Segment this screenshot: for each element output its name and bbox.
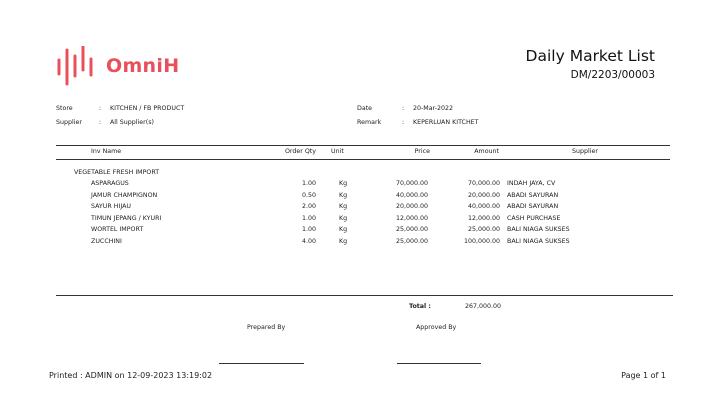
brand-name: OmniH: [106, 55, 180, 77]
group-title: VEGETABLE FRESH IMPORT: [74, 169, 160, 176]
row-unit: Kg: [339, 191, 348, 199]
row-qty: 2.00: [301, 203, 316, 210]
table-top-rule: [56, 145, 670, 146]
col-supplier: Supplier: [572, 148, 598, 155]
supplier-label: Supplier: [56, 119, 82, 126]
store-label: Store: [56, 105, 73, 112]
row-name: WORTEL IMPORT: [91, 226, 144, 233]
prepared-by-label: Prepared By: [247, 324, 286, 331]
row-amount: 70,000.00: [467, 180, 500, 187]
row-amount: 100,000.00: [463, 237, 500, 245]
approved-by-label: Approved By: [416, 324, 457, 331]
col-order-qty: Order Qty: [284, 148, 316, 155]
page-number: Page 1 of 1: [621, 371, 666, 380]
row-qty: 4.00: [301, 237, 316, 245]
row-amount: 25,000.00: [467, 226, 500, 233]
row-name: ASPARAGUS: [91, 180, 129, 187]
store-sep: :: [99, 105, 102, 112]
supplier-sep: :: [99, 119, 102, 126]
remark-value: KEPERLUAN KITCHET: [413, 119, 479, 126]
col-inv-name: Inv Name: [91, 148, 122, 155]
remark-sep: :: [402, 119, 405, 126]
total-value: 267,000.00: [464, 303, 501, 310]
row-price: 25,000.00: [395, 226, 428, 233]
document-number: DM/2203/00003: [570, 69, 655, 81]
row-qty: 1.00: [301, 180, 316, 187]
table-header-rule: [56, 159, 670, 160]
row-unit: Kg: [339, 180, 348, 187]
prepared-signature-line: [219, 363, 304, 364]
row-qty: 1.00: [301, 214, 316, 222]
date-label: Date: [357, 105, 373, 112]
date-value: 20-Mar-2022: [413, 105, 454, 112]
row-supplier: CASH PURCHASE: [507, 214, 561, 222]
row-amount: 40,000.00: [467, 203, 500, 210]
row-supplier: INDAH JAYA, CV: [507, 180, 556, 187]
row-name: JAMUR CHAMPIGNON: [91, 191, 158, 199]
row-amount: 12,000.00: [467, 214, 500, 222]
row-supplier: ABADI SAYURAN: [507, 203, 559, 210]
row-name: TIMUN JEPANG / KYURI: [91, 214, 162, 222]
row-name: SAYUR HIJAU: [91, 203, 132, 210]
remark-label: Remark: [357, 119, 382, 126]
store-value: KITCHEN / FB PRODUCT: [110, 105, 185, 112]
row-unit: Kg: [339, 203, 348, 210]
col-amount: Amount: [474, 148, 499, 155]
row-supplier: BALI NIAGA SUKSES: [507, 226, 570, 233]
row-unit: Kg: [339, 237, 348, 245]
row-price: 40,000.00: [395, 191, 428, 199]
row-price: 25,000.00: [395, 237, 428, 245]
row-unit: Kg: [339, 226, 348, 233]
document-title: Daily Market List: [525, 47, 655, 65]
row-name: ZUCCHINI: [91, 237, 122, 245]
approved-signature-line: [397, 363, 481, 364]
row-price: 20,000.00: [395, 203, 428, 210]
date-sep: :: [402, 105, 405, 112]
row-unit: Kg: [339, 214, 348, 222]
row-price: 70,000.00: [395, 180, 428, 187]
row-qty: 0.50: [301, 191, 316, 199]
row-qty: 1.00: [301, 226, 316, 233]
row-amount: 20,000.00: [467, 191, 500, 199]
row-supplier: BALI NIAGA SUKSES: [507, 237, 570, 245]
row-price: 12,000.00: [395, 214, 428, 222]
supplier-value: All Supplier(s): [110, 119, 154, 126]
col-unit: Unit: [331, 148, 344, 155]
printed-info: Printed : ADMIN on 12-09-2023 13:19:02: [49, 371, 213, 380]
row-supplier: ABADI SAYURAN: [507, 191, 559, 199]
total-label: Total :: [409, 303, 431, 310]
total-rule: [56, 295, 673, 296]
col-price: Price: [414, 148, 430, 155]
